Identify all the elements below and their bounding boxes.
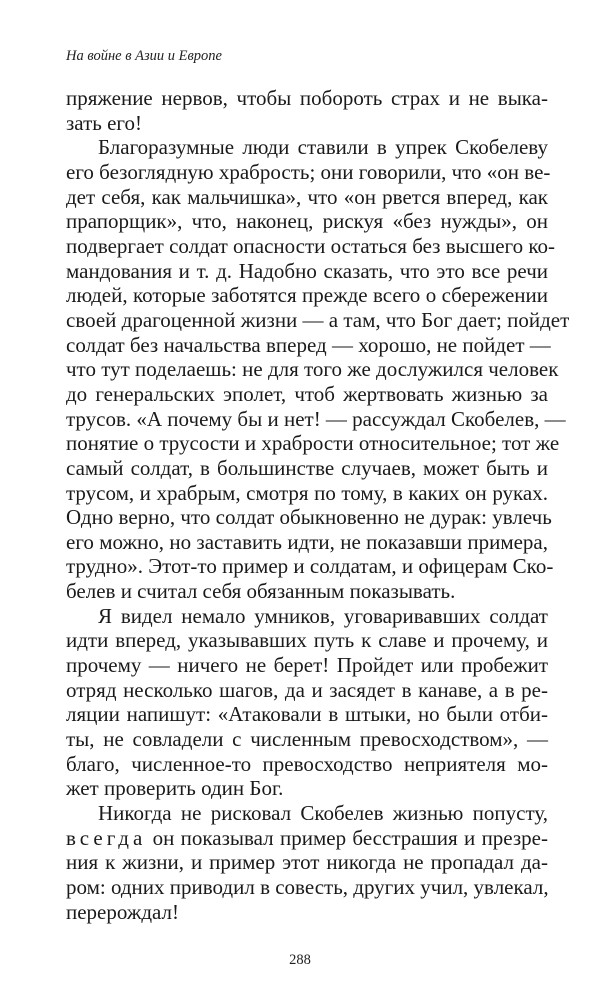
text-line: Никогда не рисковал Скобелев жизнью попусту, (98, 801, 548, 826)
text-line: подвергает солдат опасности остаться без высшего ко- (66, 233, 556, 258)
text-line: Я видел немало умников, уговаривавших солдат (98, 603, 548, 628)
text-line: пряжение нервов, чтобы побороть страх и не выка- (66, 86, 548, 110)
text-line: что тут поделаешь: не для того же дослужился человек (66, 357, 559, 382)
text-line (66, 826, 548, 851)
running-head: На войне в Азии и Европе (66, 48, 222, 64)
text-line: прочему — ничего не берет! Пройдет или пробежит (66, 653, 548, 678)
text-line: идти вперед, указывавших путь к славе и прочему, и (66, 628, 548, 653)
text-line: людей, которые заботятся прежде всего о сбережении (66, 283, 548, 308)
text-line: Одно верно, что солдат обыкновенно не дурак: увлечь (66, 505, 552, 530)
text-line: белев и считал себя обязанным показывать. (66, 579, 456, 604)
text-line: его безоглядную храбрость; они говорили, что «он ве- (66, 159, 551, 184)
text-line: его можно, но заставить идти, не показавши примера, (66, 529, 548, 554)
text-line: трусом, и храбрым, смотря по тому, в каких он руках. (66, 480, 548, 505)
text-line: ром: одних приводил в совесть, других учил, увлекал, (66, 875, 549, 899)
text-line: трудно». Этот-то пример и солдатам, и офицерам Ско- (66, 554, 554, 579)
text-line: перерождал! (66, 899, 180, 924)
text-line: понятие о трусости и храбрости относительное; тот же (66, 431, 560, 456)
text-line: трусов. «А почему бы и нет! — рассуждал Скобелев, — (66, 406, 566, 431)
page-number: 288 (289, 952, 311, 968)
text-line: самый солдат, в большинстве случаев, может быть и (66, 455, 548, 480)
text-line: дет себя, как мальчишка», что «он рвется вперед, как (66, 184, 548, 209)
text-line: отряд несколько шагов, да и засядет в канаве, а в ре- (66, 677, 548, 702)
text-line: зать его! (66, 110, 142, 135)
body-text (66, 86, 570, 924)
line-text: он показывал пример бесстрашия и презре- (146, 825, 548, 850)
text-line: ляции напишут: «Атаковали в штыки, но были отби- (66, 702, 548, 727)
text-line: ты, не совладели с численным превосходством», — (66, 727, 548, 752)
text-line: жет проверить один Бог. (66, 776, 284, 801)
text-line: мандования и т. д. Надобно сказать, что это все речи (66, 258, 548, 283)
text-line: ния к жизни, и пример этот никогда не пропадал да- (66, 850, 548, 875)
emphasized-word: всегда (66, 825, 147, 850)
text-line: солдат без начальства вперед — хорошо, не пойдет — (66, 332, 551, 357)
text-line: до генеральских эполет, чтоб жертвовать жизнью за (66, 381, 548, 406)
text-line: своей драгоценной жизни — а там, что Бог дает; пойдет (66, 307, 570, 332)
text-line: благо, численное-то превосходство неприятеля мо- (66, 751, 548, 776)
text-line: прапорщик», что, наконец, рискуя «без нужды», он (66, 209, 548, 234)
text-line: Благоразумные люди ставили в упрек Скобелеву (98, 135, 548, 160)
